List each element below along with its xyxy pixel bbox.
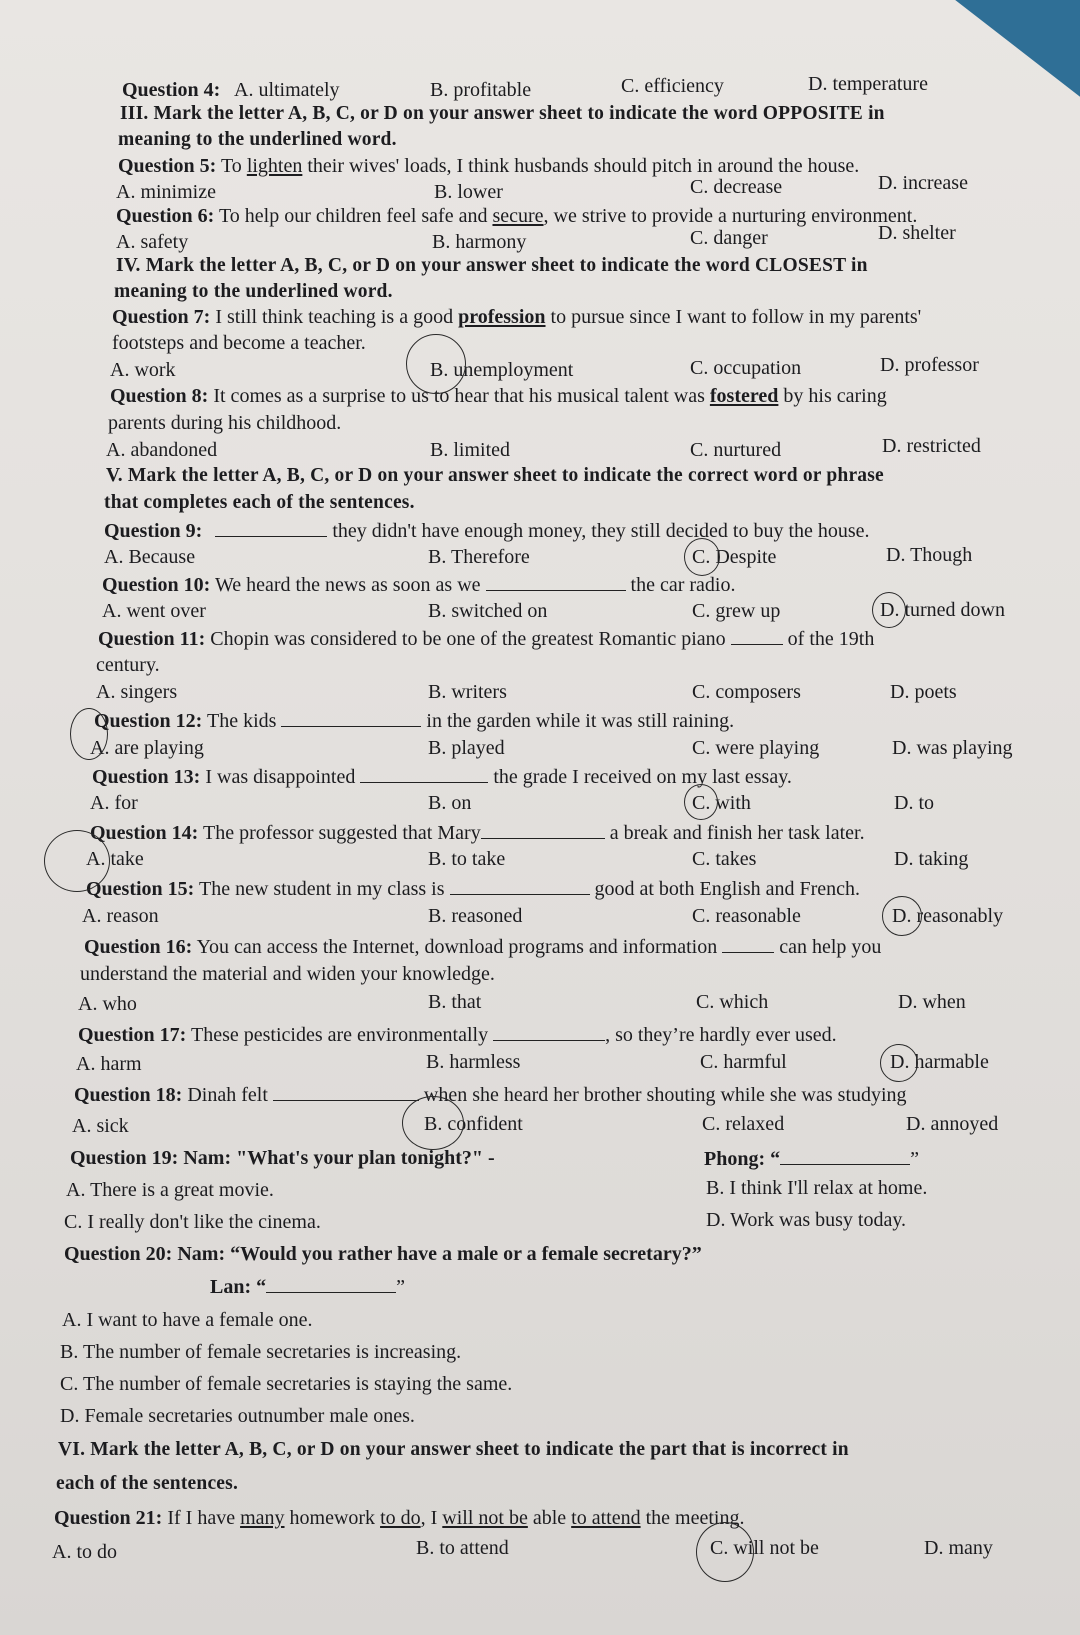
q20-label: Question 20: xyxy=(64,1243,173,1265)
q7-option-a: A. work xyxy=(110,359,176,381)
q16-label: Question 16: xyxy=(84,936,193,958)
q10-option-d: D. turned down xyxy=(880,599,1005,621)
q18-text-post: when she heard her brother shouting while she was studying xyxy=(418,1084,907,1106)
q10-option-c: C. grew up xyxy=(692,600,781,622)
q19-nam-line: Nam: "What's your plan tonight?" - xyxy=(178,1147,495,1169)
q8-stem-line2: parents during his childhood. xyxy=(108,412,342,434)
answer-circle-q17 xyxy=(880,1044,918,1082)
q7-stem xyxy=(112,305,921,329)
q9-option-a: A. Because xyxy=(104,546,196,568)
q21-text-5: the meeting. xyxy=(640,1507,745,1529)
q20-option-c: C. The number of female secretaries is staying the same. xyxy=(60,1373,513,1395)
answer-circle-q12 xyxy=(70,708,108,760)
q6-option-d: D. shelter xyxy=(878,222,956,244)
q16-option-c: C. which xyxy=(696,991,769,1013)
q20-stem xyxy=(64,1242,702,1266)
q20-nam-line: Nam: “Would you rather have a male or a female secretary?” xyxy=(172,1243,702,1265)
q12-option-a: A. are playing xyxy=(90,737,204,759)
q15-label: Question 15: xyxy=(86,878,195,900)
q7-option-c: C. occupation xyxy=(690,357,802,379)
q11-answer-blank xyxy=(731,626,783,645)
q17-option-c: C. harmful xyxy=(700,1051,787,1073)
q10-option-a: A. went over xyxy=(102,600,206,622)
q12-option-c: C. were playing xyxy=(692,737,820,759)
q14-answer-blank xyxy=(481,820,605,839)
q16-stem xyxy=(84,934,881,959)
q6-option-a: A. safety xyxy=(116,231,189,253)
q15-option-b: B. reasoned xyxy=(428,905,523,927)
q12-text-pre: The kids xyxy=(202,710,282,732)
q18-option-d: D. annoyed xyxy=(906,1113,999,1135)
q21-option-d: D. many xyxy=(924,1537,993,1559)
q12-stem xyxy=(94,708,734,733)
q19-option-d: D. Work was busy today. xyxy=(706,1209,907,1231)
q6-underlined-word: secure xyxy=(492,205,544,227)
q7-text-post: to pursue since I want to follow in my parents' xyxy=(545,306,922,328)
q6-option-b: B. harmony xyxy=(432,231,527,253)
q14-label: Question 14: xyxy=(90,822,199,844)
q16-option-a: A. who xyxy=(78,993,137,1015)
q8-option-d: D. restricted xyxy=(882,435,981,457)
answer-circle-q13 xyxy=(684,784,718,820)
q7-underlined-word: profession xyxy=(458,306,546,328)
q18-stem xyxy=(74,1082,907,1107)
q6-stem xyxy=(116,204,917,228)
q19-phong-line xyxy=(704,1146,919,1171)
q6-text-post: , we strive to provide a nurturing environment. xyxy=(543,205,918,227)
q5-label: Question 5: xyxy=(118,155,217,177)
q19-label: Question 19: xyxy=(70,1147,179,1169)
q5-option-d: D. increase xyxy=(878,172,968,194)
q17-stem xyxy=(78,1022,837,1047)
q19-answer-blank xyxy=(780,1146,910,1165)
q11-stem-line2: century. xyxy=(96,654,160,676)
q17-text-post: , so they’re hardly ever used. xyxy=(605,1024,837,1046)
q8-text-post: by his caring xyxy=(778,385,887,407)
q7-stem-line2: footsteps and become a teacher. xyxy=(112,332,366,354)
q13-stem xyxy=(92,764,792,789)
q13-answer-blank xyxy=(360,764,488,783)
q11-option-c: C. composers xyxy=(692,681,801,703)
q9-option-b: B. Therefore xyxy=(428,546,530,568)
section-4-heading-line2: meaning to the underlined word. xyxy=(114,281,393,302)
q16-option-d: D. when xyxy=(898,991,966,1013)
answer-circle-q10 xyxy=(872,592,906,628)
q4-option-a: A. ultimately xyxy=(234,79,340,101)
q9-answer-blank xyxy=(215,518,327,537)
q20-option-d: D. Female secretaries outnumber male ones. xyxy=(60,1405,415,1427)
q21-underlined-will-not-be: will not be xyxy=(442,1507,528,1529)
answer-circle-q7 xyxy=(406,334,466,394)
q21-text-4: able xyxy=(527,1507,572,1529)
q8-underlined-word: fostered xyxy=(709,385,779,407)
q7-option-d: D. professor xyxy=(880,354,979,376)
q13-text-post: the grade I received on my last essay. xyxy=(488,766,792,788)
q19-close-quote: ” xyxy=(910,1148,920,1170)
q20-answer-blank xyxy=(266,1274,396,1293)
q14-text-post: a break and finish her task later. xyxy=(604,822,865,844)
q10-text-post: the car radio. xyxy=(625,574,736,596)
q4-option-c: C. efficiency xyxy=(621,75,724,97)
q17-text-pre: These pesticides are environmentally xyxy=(186,1024,494,1046)
q13-text-pre: I was disappointed xyxy=(200,766,361,788)
q5-text-pre: To xyxy=(216,155,247,177)
q13-option-a: A. for xyxy=(90,792,138,814)
q11-option-b: B. writers xyxy=(428,681,507,703)
q15-option-c: C. reasonable xyxy=(692,905,801,927)
q21-option-c: C. will not be xyxy=(710,1537,819,1559)
q21-text-2: homework xyxy=(284,1507,381,1529)
q17-option-d: D. harmable xyxy=(890,1051,989,1073)
section-6-heading-line2: each of the sentences. xyxy=(56,1473,239,1494)
q8-text-pre: It comes as a surprise to us to hear that his musical talent was xyxy=(208,385,710,407)
q17-option-b: B. harmless xyxy=(426,1051,521,1073)
q21-text-3: , I xyxy=(420,1507,443,1529)
q20-lan-line xyxy=(210,1274,405,1299)
q16-option-b: B. that xyxy=(428,991,482,1013)
q15-option-d: D. reasonably xyxy=(892,905,1004,927)
q21-option-a: A. to do xyxy=(52,1541,117,1563)
q18-label: Question 18: xyxy=(74,1084,183,1106)
q14-option-c: C. takes xyxy=(692,848,757,870)
q12-text-post: in the garden while it was still raining. xyxy=(421,710,735,732)
q10-stem xyxy=(102,572,735,597)
q9-option-d: D. Though xyxy=(886,544,973,566)
q5-text-post: their wives' loads, I think husbands should pitch in around the house. xyxy=(302,155,860,177)
q20-option-b: B. The number of female secretaries is increasing. xyxy=(60,1341,462,1363)
q8-option-c: C. nurtured xyxy=(690,439,782,461)
q13-option-b: B. on xyxy=(428,792,472,814)
q20-lan-label: Lan: “ xyxy=(210,1276,267,1298)
q9-text-post: they didn't have enough money, they still decided to buy the house. xyxy=(327,520,870,542)
q7-text-pre: I still think teaching is a good xyxy=(210,306,459,328)
q5-option-b: B. lower xyxy=(434,181,503,203)
q4-option-d: D. temperature xyxy=(808,73,928,95)
q11-stem xyxy=(98,626,874,651)
q7-option-b: B. unemployment xyxy=(430,359,574,381)
q10-option-b: B. switched on xyxy=(428,600,548,622)
q13-label: Question 13: xyxy=(92,766,201,788)
q10-label: Question 10: xyxy=(102,574,211,596)
q18-option-b: B. confident xyxy=(424,1113,523,1135)
q20-option-a: A. I want to have a female one. xyxy=(62,1309,313,1331)
q16-stem-line2: understand the material and widen your knowledge. xyxy=(80,963,495,985)
q18-answer-blank xyxy=(273,1082,419,1101)
q6-text-pre: To help our children feel safe and xyxy=(214,205,493,227)
answer-circle-q14 xyxy=(44,830,110,892)
section-3-heading-line2: meaning to the underlined word. xyxy=(118,129,397,150)
q12-label: Question 12: xyxy=(94,710,203,732)
q17-option-a: A. harm xyxy=(76,1053,142,1075)
q21-underlined-to-attend: to attend xyxy=(571,1507,641,1529)
q14-option-d: D. taking xyxy=(894,848,969,870)
q14-text-pre: The professor suggested that Mary xyxy=(198,822,481,844)
q5-underlined-word: lighten xyxy=(246,155,303,177)
section-3-heading-line1: III. Mark the letter A, B, C, or D on your answer sheet to indicate the word OPPOSITE in xyxy=(120,103,885,124)
q8-option-b: B. limited xyxy=(430,439,510,461)
q10-text-pre: We heard the news as soon as we xyxy=(210,574,486,596)
section-5-heading-line1: V. Mark the letter A, B, C, or D on your answer sheet to indicate the correct word or phrase xyxy=(106,465,884,486)
q8-stem xyxy=(110,384,887,408)
answer-circle-q21 xyxy=(696,1522,754,1582)
q19-option-c: C. I really don't like the cinema. xyxy=(64,1211,321,1233)
q7-label: Question 7: xyxy=(112,306,211,328)
q20-close-quote: ” xyxy=(396,1276,406,1298)
q16-text-pre: You can access the Internet, download programs and information xyxy=(192,936,723,958)
q17-answer-blank xyxy=(493,1022,605,1041)
q19-phong-label: Phong: “ xyxy=(704,1148,781,1170)
answer-circle-q15 xyxy=(882,896,922,936)
q21-stem xyxy=(54,1506,744,1530)
q21-option-b: B. to attend xyxy=(416,1537,509,1559)
q10-answer-blank xyxy=(486,572,626,591)
q19-option-a: A. There is a great movie. xyxy=(66,1179,274,1201)
answer-circle-q9 xyxy=(684,538,720,576)
q15-stem xyxy=(86,876,860,901)
q13-option-c: C. with xyxy=(692,792,751,814)
q17-label: Question 17: xyxy=(78,1024,187,1046)
section-5-heading-line2: that completes each of the sentences. xyxy=(104,492,415,513)
q19-option-b: B. I think I'll relax at home. xyxy=(706,1177,928,1199)
q15-text-post: good at both English and French. xyxy=(589,878,861,900)
q4-label: Question 4: xyxy=(122,79,221,101)
q5-option-a: A. minimize xyxy=(116,181,216,203)
q5-option-c: C. decrease xyxy=(690,176,783,198)
q9-option-c: C. Despite xyxy=(692,546,777,568)
q8-option-a: A. abandoned xyxy=(106,439,218,461)
q9-stem xyxy=(104,518,870,543)
answer-circle-q18 xyxy=(402,1096,464,1150)
q13-option-d: D. to xyxy=(894,792,934,814)
q16-text-post: can help you xyxy=(774,936,882,958)
q14-stem xyxy=(90,820,865,845)
q14-option-a: A. take xyxy=(86,848,144,870)
q8-label: Question 8: xyxy=(110,385,209,407)
q15-text-pre: The new student in my class is xyxy=(194,878,450,900)
q16-answer-blank xyxy=(722,934,774,953)
q12-option-b: B. played xyxy=(428,737,505,759)
q15-answer-blank xyxy=(450,876,590,895)
q11-text-pre: Chopin was considered to be one of the greatest Romantic piano xyxy=(205,628,731,650)
q21-text-1: If I have xyxy=(162,1507,241,1529)
q6-option-c: C. danger xyxy=(690,227,768,249)
q11-option-d: D. poets xyxy=(890,681,957,703)
q12-option-d: D. was playing xyxy=(892,737,1013,759)
q15-option-a: A. reason xyxy=(82,905,159,927)
q4-row xyxy=(122,78,220,102)
q11-label: Question 11: xyxy=(98,628,206,650)
q14-option-b: B. to take xyxy=(428,848,506,870)
q18-option-c: C. relaxed xyxy=(702,1113,785,1135)
q11-text-post: of the 19th xyxy=(782,628,875,650)
q11-option-a: A. singers xyxy=(96,681,178,703)
q9-label: Question 9: xyxy=(104,520,203,542)
q4-option-b: B. profitable xyxy=(430,79,532,101)
q21-underlined-many: many xyxy=(240,1507,285,1529)
q18-option-a: A. sick xyxy=(72,1115,129,1137)
q12-answer-blank xyxy=(281,708,421,727)
q6-label: Question 6: xyxy=(116,205,215,227)
q21-underlined-to-do: to do xyxy=(380,1507,421,1529)
section-6-heading-line1: VI. Mark the letter A, B, C, or D on your answer sheet to indicate the part that is incorrect in xyxy=(58,1439,849,1460)
q18-text-pre: Dinah felt xyxy=(182,1084,273,1106)
section-4-heading-line1: IV. Mark the letter A, B, C, or D on your answer sheet to indicate the word CLOSEST in xyxy=(116,255,868,276)
q21-label: Question 21: xyxy=(54,1507,163,1529)
